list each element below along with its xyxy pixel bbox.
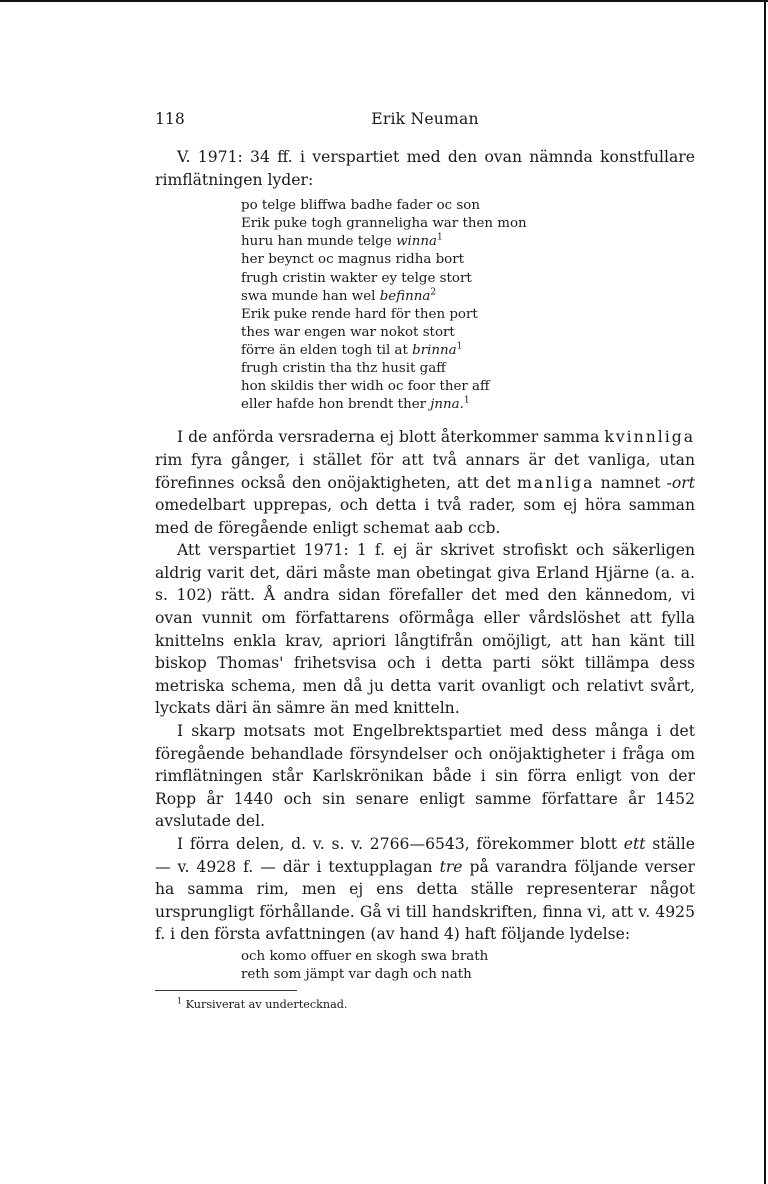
verse-line: frugh cristin tha thz husit gaff	[241, 361, 446, 377]
intro-paragraph	[155, 146, 695, 191]
verse-line: frugh cristin wakter ey telge stort	[241, 270, 472, 286]
verse-line: po telge bliffwa badhe fader oc son	[241, 198, 480, 214]
verse-line: och komo offuer en skogh swa brath	[241, 948, 489, 964]
scan-right-edge	[764, 0, 766, 1184]
footnote-rule	[155, 990, 297, 991]
verse-line: swa munde han wel befinna$^2$	[241, 287, 437, 304]
footnote-ref: 1	[463, 395, 470, 406]
verse-line: her beynct oc magnus ridha bort	[241, 252, 465, 268]
footnote-ref: 1	[456, 341, 463, 352]
verse-line: förre än elden togh til at brinna$^1$	[241, 341, 463, 358]
page-header	[155, 108, 695, 130]
paragraph-karlskronikan: I skarp motsats mot Engelbrektspartiet med dess många i det föregående behandlade försyndelser och onöjaktigheter i fråga om rimflätningen står Karlskrönikan både i sin förra enligt von der Ropp år 1440 och sin senare enligt samme författare år 1452 avslutade del.	[155, 722, 695, 831]
intro-line-1: V. 1971: 34 ff. i verspartiet med den ovan nämnda konstfullare	[177, 148, 695, 166]
paragraph-first-part: I förra delen, d. v. s. v. 2766—6543, förekommer blott ett ställe — v. 4928 f. — där i textupplagan tre på varandra följande verser ha samma rim, men ej ens detta ställe representerar något ursprungligt förhållande. Gå vi till handskriften, finna vi, att v. 4925 f. i den första avfattningen (av hand 4) haft följande lydelse:	[155, 835, 695, 944]
footnote-ref: 2	[430, 287, 437, 298]
footnote-text: Kursiverat av undertecknad.	[185, 998, 348, 1012]
paragraph-strophic: Att verspartiet 1971: 1 f. ej är skrivet strofiskt och säkerligen aldrig varit det, däri måste man obetingat giva Erland Hjärne (a. a. s. 102) rätt. Å andra sidan förefaller det med den kännedom, vi ovan vunnit om författarens oförmåga eller vårdslöshet att fylla knittelns enkla krav, apriori långtifrån omöjligt, att han känt till biskop Thomas' frihetsvisa och i detta parti sökt tillämpa dess metriska schema, men då ju detta varit ovanligt och relativt svårt, lyckats däri än sämre än med knitteln.	[155, 541, 695, 718]
verse-line: huru han munde telge winna$^1$	[241, 232, 443, 250]
footnote-ref: 1	[437, 232, 443, 243]
verse-line: hon skildis ther widh oc foor ther aff	[241, 379, 490, 395]
intro-line-2: rimflätningen lyder:	[155, 170, 314, 189]
footnote	[155, 998, 695, 1012]
book-page	[155, 108, 695, 1012]
footnote-mark: 1	[177, 996, 183, 1006]
verse-quotation-1	[241, 197, 695, 414]
verse-line: Erik puke rende hard för then port	[241, 306, 478, 322]
page-number: 118	[155, 110, 185, 128]
verse-line: Erik puke togh granneligha war then mon	[241, 216, 527, 232]
verse-line: thes war engen war nokot stort	[241, 324, 455, 340]
running-title: Erik Neuman	[371, 110, 479, 128]
verse-line: eller hafde hon brendt ther jnna.$^1$	[241, 395, 470, 413]
verse-quotation-2	[241, 948, 695, 984]
scan-top-edge	[0, 0, 768, 2]
verse-line: reth som jämpt var dagh och nath	[241, 967, 472, 983]
paragraph-rhyme-analysis: I de anförda versraderna ej blott återkommer samma kvinnliga rim fyra gånger, i stället för att två annars är det vanliga, utan förefinnes också den onöjaktigheten, att det manliga namnet -ort omedelbart upprepas, och detta i två rader, som ej höra samman med de föregående enligt schemat aab ccb.	[155, 428, 695, 537]
